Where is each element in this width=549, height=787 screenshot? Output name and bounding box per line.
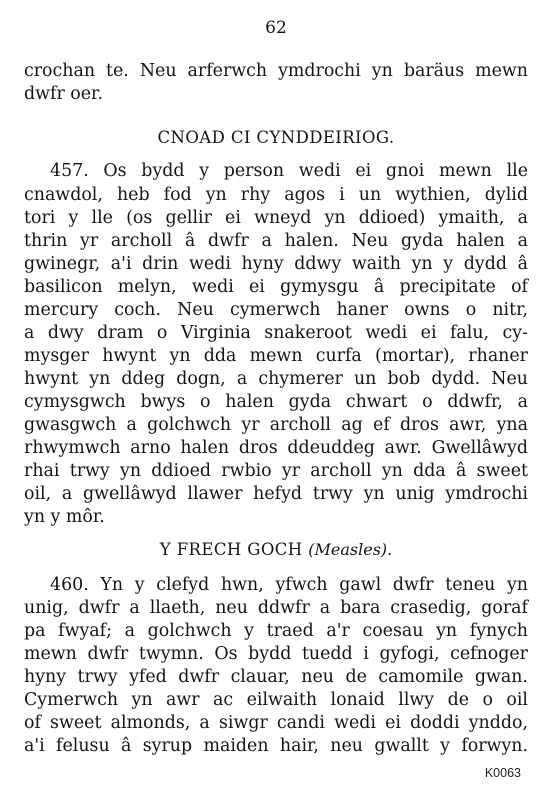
text-line: basilicon melyn, wedi ei gymysgu â precipitate of bbox=[24, 277, 528, 297]
text-line: tori y lle (os gellir ei wneyd yn ddioed) ymaith, a bbox=[24, 208, 528, 228]
text-line: pa fwyaf; a golchwch y traed a'r coesau yn fynych bbox=[24, 621, 528, 641]
text-line: of sweet almonds, a siwgr candi wedi ei doddi ynddo, bbox=[24, 713, 528, 733]
text-line: Cymerwch yn awr ac eilwaith lonaid llwy de o oil bbox=[24, 690, 528, 710]
catalog-code: K0063 bbox=[484, 766, 521, 780]
text-line: dwfr oer. bbox=[24, 84, 103, 104]
text-line: rhwymwch arno halen dros ddeuddeg awr. Gwellâwyd bbox=[24, 438, 528, 458]
text-line: mysger hwynt yn dda mewn curfa (mortar), rhaner bbox=[24, 346, 528, 366]
text-line: mercury coch. Neu cymerwch haner owns o nitr, bbox=[24, 300, 528, 320]
text-line: oil, a gwellâwyd llawer hefyd trwy yn unig ymdrochi bbox=[24, 484, 528, 504]
heading-text: Y FRECH GOCH bbox=[159, 540, 303, 559]
book-page bbox=[24, 0, 528, 787]
text-line: mewn dwfr twymn. Os bydd tuedd i gyfogi, cefnoger bbox=[24, 644, 528, 664]
text-line: cnawdol, heb fod yn rhy agos i un wythien, dylid bbox=[24, 185, 528, 205]
text-line: hwynt yn ddeg dogn, a chymerer un bob dydd. Neu bbox=[24, 369, 528, 389]
text-line: a'i felusu â syrup maiden hair, neu gwallt y forwyn. bbox=[24, 736, 528, 756]
text-line: rhai trwy yn ddioed rwbio yr archoll yn dda â sweet bbox=[24, 461, 528, 481]
text-line: unig, dwfr a llaeth, neu ddwfr a bara crasedig, goraf bbox=[24, 598, 528, 618]
text-line: crochan te. Neu arferwch ymdrochi yn baräus mewn bbox=[24, 61, 528, 81]
section-heading: CNOAD CI CYNDDEIRIOG. bbox=[157, 128, 395, 147]
text-line: gwasgwch a golchwch yr archoll ag ef dros awr, yna bbox=[24, 415, 528, 435]
text-line: 460. Yn y clefyd hwn, yfwch gawl dwfr teneu yn bbox=[50, 575, 528, 595]
text-line: a dwy dram o Virginia snakeroot wedi ei falu, cy- bbox=[24, 323, 528, 343]
text-line: 457. Os bydd y person wedi ei gnoi mewn lle bbox=[50, 161, 528, 181]
text-line: thrin yr archoll â dwfr a halen. Neu gyda halen a bbox=[24, 231, 528, 251]
text-line: gwinegr, a'i drin wedi hyny ddwy waith yn y dydd â bbox=[24, 254, 528, 274]
heading-italic-text: (Measles). bbox=[308, 540, 393, 559]
text-line: yn y môr. bbox=[24, 507, 105, 527]
section-heading bbox=[24, 540, 528, 559]
text-line: cymysgwch bwys o halen gyda chwart o ddwfr, a bbox=[24, 392, 528, 412]
text-line: hyny trwy yfed dwfr clauar, neu de camomile gwan. bbox=[24, 667, 528, 687]
page-number: 62 bbox=[265, 18, 287, 38]
